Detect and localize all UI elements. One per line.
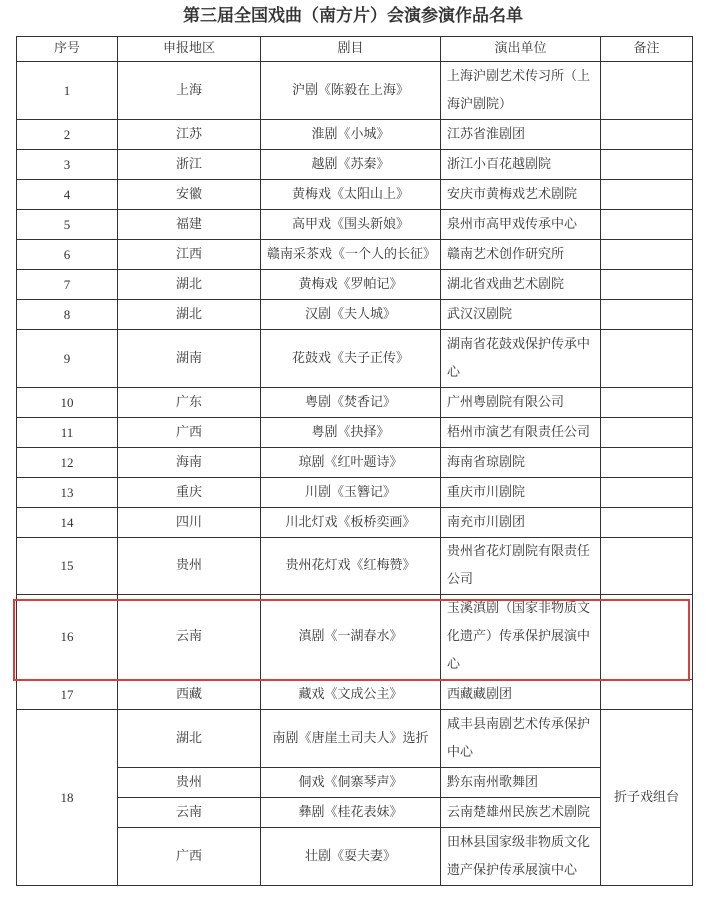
cell-play: 琼剧《红叶题诗》: [261, 448, 441, 478]
col-header-no: 序号: [17, 37, 118, 62]
cell-play: 黄梅戏《罗帕记》: [261, 270, 441, 300]
cell-play: 沪剧《陈毅在上海》: [261, 62, 441, 120]
cell-note: [601, 150, 693, 180]
table-row: [17, 62, 693, 120]
table-row: [17, 300, 693, 330]
cell-region: 重庆: [118, 478, 261, 508]
cell-no: 2: [17, 120, 118, 150]
cell-region: 湖北: [118, 710, 261, 768]
cell-play: 高甲戏《围头新娘》: [261, 210, 441, 240]
cell-note: [601, 240, 693, 270]
cell-region: 广东: [118, 388, 261, 418]
cell-note: [601, 418, 693, 448]
cell-region: 湖北: [118, 300, 261, 330]
cell-region: 贵州: [118, 538, 261, 595]
cell-play: 侗戏《侗寨琴声》: [261, 768, 441, 798]
table-row: [17, 508, 693, 538]
cell-region: 江苏: [118, 120, 261, 150]
header-row: [17, 37, 693, 62]
table-row: [17, 270, 693, 300]
cell-no: 4: [17, 180, 118, 210]
cell-no: 8: [17, 300, 118, 330]
cell-no: 5: [17, 210, 118, 240]
cell-note: [601, 595, 693, 680]
cell-note: [601, 388, 693, 418]
cell-unit: 云南楚雄州民族艺术剧院: [441, 798, 601, 828]
cell-no: 3: [17, 150, 118, 180]
cell-no: 17: [17, 680, 118, 710]
cell-no: 12: [17, 448, 118, 478]
cell-unit: 湖北省戏曲艺术剧院: [441, 270, 601, 300]
cell-play: 粤剧《抉择》: [261, 418, 441, 448]
table-row: [17, 768, 693, 798]
table-row: [17, 680, 693, 710]
cell-no: 11: [17, 418, 118, 448]
table-row: [17, 388, 693, 418]
cell-unit: 梧州市演艺有限责任公司: [441, 418, 601, 448]
cell-region: 云南: [118, 798, 261, 828]
cell-play: 南剧《唐崖土司夫人》选折: [261, 710, 441, 768]
cell-unit: 玉溪滇剧（国家非物质文化遗产）传承保护展演中心: [441, 595, 601, 680]
cell-unit: 浙江小百花越剧院: [441, 150, 601, 180]
cell-play: 汉剧《夫人城》: [261, 300, 441, 330]
cell-region: 安徽: [118, 180, 261, 210]
table-row: [17, 418, 693, 448]
table-row: [17, 240, 693, 270]
cell-play: 赣南采茶戏《一个人的长征》: [261, 240, 441, 270]
cell-note: [601, 508, 693, 538]
cell-region: 浙江: [118, 150, 261, 180]
cell-play: 花鼓戏《夫子正传》: [261, 330, 441, 388]
cell-play: 川剧《玉簪记》: [261, 478, 441, 508]
cell-unit: 武汉汉剧院: [441, 300, 601, 330]
table-row: [17, 120, 693, 150]
cell-unit: 田林县国家级非物质文化遗产保护传承展演中心: [441, 828, 601, 886]
cell-no: 9: [17, 330, 118, 388]
cell-no: 16: [17, 595, 118, 680]
cell-no: 14: [17, 508, 118, 538]
cell-unit: 黔东南州歌舞团: [441, 768, 601, 798]
cell-play: 彝剧《桂花表妹》: [261, 798, 441, 828]
col-header-region: 申报地区: [118, 37, 261, 62]
col-header-note: 备注: [601, 37, 693, 62]
cell-region: 广西: [118, 828, 261, 886]
cell-no: 6: [17, 240, 118, 270]
cell-region: 海南: [118, 448, 261, 478]
cell-unit: 广州粤剧院有限公司: [441, 388, 601, 418]
cell-unit: 海南省琼剧院: [441, 448, 601, 478]
col-header-play: 剧目: [261, 37, 441, 62]
cell-note: [601, 62, 693, 120]
cell-note: [601, 270, 693, 300]
table-row: [17, 828, 693, 886]
cell-unit: 咸丰县南剧艺术传承保护中心: [441, 710, 601, 768]
cell-note: [601, 478, 693, 508]
cell-play: 滇剧《一湖春水》: [261, 595, 441, 680]
table-row: [17, 538, 693, 595]
cell-note: [601, 330, 693, 388]
cell-unit: 江苏省淮剧团: [441, 120, 601, 150]
cell-play: 川北灯戏《板桥奕画》: [261, 508, 441, 538]
cell-no: 7: [17, 270, 118, 300]
cell-play: 壮剧《耍夫妻》: [261, 828, 441, 886]
cell-region: 湖南: [118, 330, 261, 388]
cell-note: [601, 180, 693, 210]
cell-unit: 贵州省花灯剧院有限责任公司: [441, 538, 601, 595]
cell-region: 福建: [118, 210, 261, 240]
cell-play: 越剧《苏秦》: [261, 150, 441, 180]
cell-play: 藏戏《文成公主》: [261, 680, 441, 710]
col-header-unit: 演出单位: [441, 37, 601, 62]
cell-unit: 重庆市川剧院: [441, 478, 601, 508]
cell-play: 贵州花灯戏《红梅赞》: [261, 538, 441, 595]
table-row: [17, 710, 693, 768]
cell-region: 上海: [118, 62, 261, 120]
cell-note: 折子戏组台: [601, 710, 693, 886]
table-row: [17, 478, 693, 508]
cell-region: 广西: [118, 418, 261, 448]
cell-no: 1: [17, 62, 118, 120]
cell-unit: 赣南艺术创作研究所: [441, 240, 601, 270]
cell-play: 黄梅戏《太阳山上》: [261, 180, 441, 210]
cell-no: 10: [17, 388, 118, 418]
cell-note: [601, 300, 693, 330]
cell-note: [601, 210, 693, 240]
cell-note: [601, 120, 693, 150]
cell-no: 18: [17, 710, 118, 886]
page-title: 第三届全国戏曲（南方片）会演参演作品名单: [183, 6, 523, 26]
cell-note: [601, 538, 693, 595]
table-row: [17, 180, 693, 210]
cell-region: 四川: [118, 508, 261, 538]
program-table: [16, 36, 693, 886]
cell-region: 江西: [118, 240, 261, 270]
cell-region: 贵州: [118, 768, 261, 798]
table-row: [17, 150, 693, 180]
cell-unit: 泉州市高甲戏传承中心: [441, 210, 601, 240]
table-row: [17, 330, 693, 388]
cell-region: 云南: [118, 595, 261, 680]
table-row: [17, 210, 693, 240]
cell-no: 15: [17, 538, 118, 595]
cell-unit: 安庆市黄梅戏艺术剧院: [441, 180, 601, 210]
cell-region: 西藏: [118, 680, 261, 710]
cell-note: [601, 680, 693, 710]
cell-no: 13: [17, 478, 118, 508]
cell-region: 湖北: [118, 270, 261, 300]
cell-unit: 上海沪剧艺术传习所（上海沪剧院）: [441, 62, 601, 120]
cell-play: 粤剧《焚香记》: [261, 388, 441, 418]
table-row: [17, 595, 693, 680]
cell-unit: 湖南省花鼓戏保护传承中心: [441, 330, 601, 388]
cell-note: [601, 448, 693, 478]
cell-play: 淮剧《小城》: [261, 120, 441, 150]
cell-unit: 西藏藏剧团: [441, 680, 601, 710]
table-row: [17, 798, 693, 828]
cell-unit: 南充市川剧团: [441, 508, 601, 538]
table-row: [17, 448, 693, 478]
